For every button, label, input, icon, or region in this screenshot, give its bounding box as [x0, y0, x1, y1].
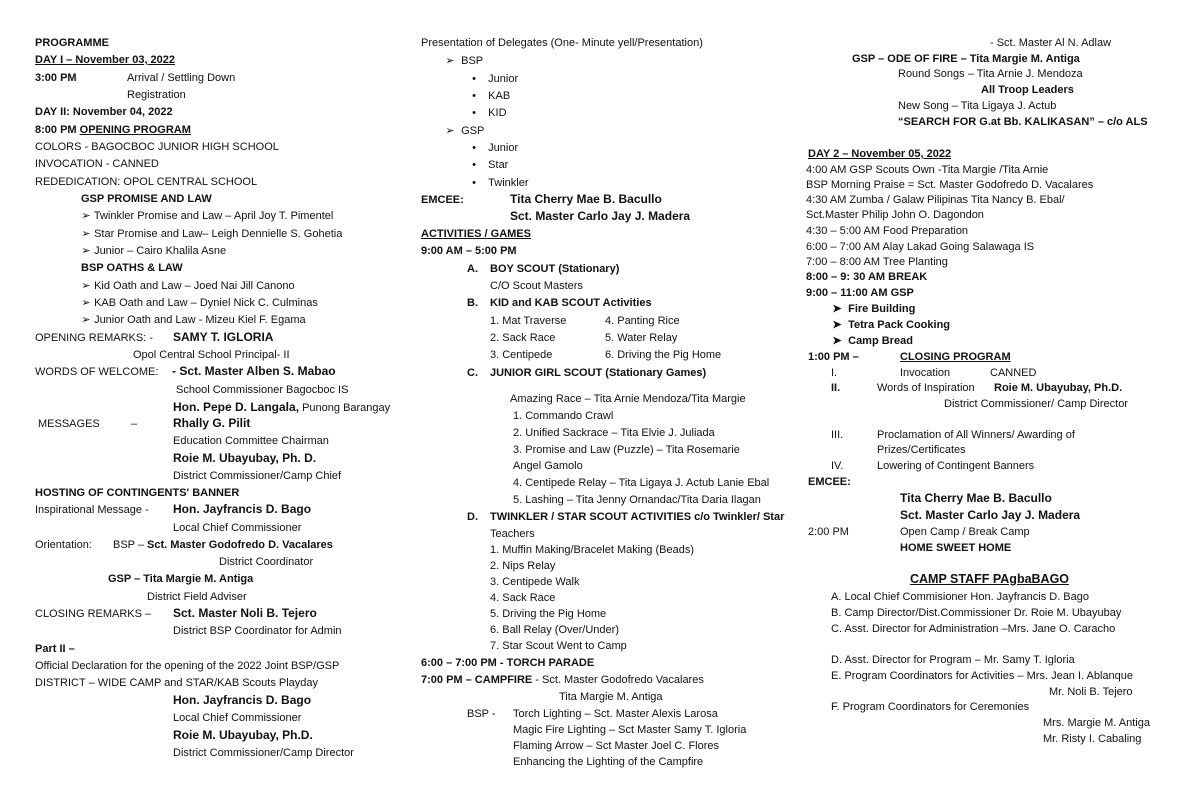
troop-leaders: All Troop Leaders — [981, 84, 1074, 96]
list-item: Torch Lighting – Sct. Master Alexis Larosa — [513, 708, 718, 720]
closing-item: Invocation — [900, 367, 951, 379]
list-item: ➢ Kid Oath and Law – Joed Nai Jill Canono — [81, 280, 295, 292]
list-item: Angel Gamolo — [513, 460, 583, 472]
closing-item-value: CANNED — [990, 367, 1037, 379]
list-item: 2. Sack Race — [490, 332, 556, 344]
emcee-label: EMCEE: — [808, 476, 851, 488]
welcome-title: School Commissioner Bagocboc IS — [176, 384, 349, 396]
dot-bullet-icon: • — [472, 177, 476, 189]
arrow-bullet-icon: ➢ — [81, 210, 91, 222]
messages-label: MESSAGES — [38, 418, 100, 430]
list-item: • Junior — [469, 141, 518, 155]
list-item: ➤ Fire Building — [832, 303, 916, 315]
search-kalikasan: “SEARCH FOR G.at Bb. KALIKASAN” – c/o ALS — [898, 116, 1148, 128]
section-title: KID and KAB SCOUT Activities — [490, 297, 652, 309]
section-title: TWINKLER / STAR SCOUT ACTIVITIES c/o Twinkler/ Star — [490, 511, 785, 523]
emcee-name: Sct. Master Carlo Jay J. Madera — [900, 508, 1081, 522]
activities-header: ACTIVITIES / GAMES — [421, 228, 532, 240]
gsp-promise-header: GSP PROMISE AND LAW — [81, 193, 212, 205]
list-item: 5. Driving the Pig Home — [490, 608, 607, 620]
orientation-label: Orientation: — [35, 539, 92, 551]
staff-item: E. Program Coordinators for Activities – Mrs. Jean I. Ablanque — [831, 670, 1134, 682]
dot-bullet-icon: • — [472, 90, 476, 102]
list-item: 1. Mat Traverse — [490, 315, 567, 327]
closing-time: 1:00 PM – — [808, 351, 859, 363]
orientation-bsp: BSP – Sct. Master Godofredo D. Vacalares — [113, 539, 333, 551]
gsp-time: 9:00 – 11:00 AM GSP — [806, 287, 914, 299]
dot-bullet-icon: • — [472, 142, 476, 154]
list-item: ➤ Camp Bread — [832, 335, 913, 347]
emcee-name: Sct. Master Carlo Jay J. Madera — [510, 209, 691, 223]
list-item: Magic Fire Lighting – Sct Master Samy T. Igloria — [513, 724, 747, 736]
orientation-bsp-title: District Coordinator — [219, 556, 314, 568]
closing-name: Sct. Master Noli B. Tejero — [173, 606, 317, 620]
arrow-bullet-icon: ➢ — [445, 55, 455, 67]
closing-program-header: CLOSING PROGRAM — [900, 351, 1011, 363]
section-letter: C. — [467, 367, 478, 379]
section-letter: D. — [467, 511, 478, 523]
inspirational-title: Local Chief Commissioner — [173, 522, 302, 534]
inspirational-name: Hon. Jayfrancis D. Bago — [173, 502, 312, 516]
arrow-bullet-icon: ➢ — [81, 314, 91, 326]
arrow-bullet-icon: ➢ — [81, 280, 91, 292]
bsp-label: BSP - — [467, 708, 496, 720]
welcome-label: WORDS OF WELCOME: — [35, 366, 159, 378]
arrow-bullet-icon: ➢ — [81, 245, 91, 257]
day1-item: Registration — [127, 89, 186, 101]
schedule-item: 6:00 – 7:00 AM Alay Lakad Going Salawaga IS — [806, 241, 1035, 253]
list-item: ➤ Tetra Pack Cooking — [832, 319, 951, 331]
break-line: 8:00 – 9: 30 AM BREAK — [806, 271, 928, 283]
section-title: JUNIOR GIRL SCOUT (Stationary Games) — [490, 367, 707, 379]
open-camp-time: 2:00 PM — [808, 526, 849, 538]
list-item: ➢ Star Promise and Law– Leigh Dennielle S. Gohetia — [81, 228, 343, 240]
day2-header: DAY II: November 04, 2022 — [35, 106, 173, 118]
arrow-bullet-icon: ➢ — [81, 228, 91, 240]
section-title: BOY SCOUT (Stationary) — [490, 263, 620, 275]
section-title-cont: Teachers — [490, 528, 535, 540]
ode-of-fire: GSP – ODE OF FIRE – Tita Margie M. Antiga — [852, 53, 1080, 65]
closing-item: Lowering of Contingent Banners — [877, 460, 1035, 472]
ubayubay-title: District Commissioner/Camp Chief — [173, 470, 342, 482]
list-item: 1. Commando Crawl — [513, 410, 614, 422]
pilit-title: Education Committee Chairman — [173, 435, 329, 447]
list-item: 3. Centipede — [490, 349, 553, 361]
presentation-line: Presentation of Delegates (One- Minute yell/Presentation) — [421, 37, 703, 49]
dot-bullet-icon: • — [472, 107, 476, 119]
schedule-item: Sct.Master Philip John O. Dagondon — [806, 209, 984, 221]
day1-time: 3:00 PM — [35, 72, 77, 84]
schedule-item: BSP Morning Praise = Sct. Master Godofredo D. Vacalares — [806, 179, 1094, 191]
round-songs: Round Songs – Tita Arnie J. Mendoza — [898, 68, 1083, 80]
list-item: 5. Lashing – Tita Jenny Ornandac/Tita Daria Ilagan — [513, 494, 761, 506]
declaration-line: Official Declaration for the opening of the 2022 Joint BSP/GSP — [35, 660, 340, 672]
section-letter: A. — [467, 263, 478, 275]
list-item: ➢ BSP — [445, 55, 484, 67]
hosting-header: HOSTING OF CONTINGENTS' BANNER — [35, 487, 240, 499]
roman-numeral: IV. — [831, 460, 844, 472]
bsp-oath-header: BSP OATHS & LAW — [81, 262, 183, 274]
declaration-name: Roie M. Ubayubay, Ph.D. — [173, 728, 313, 742]
schedule-item: 4:30 AM Zumba / Galaw Pilipinas Tita Nancy B. Ebal/ — [806, 194, 1065, 206]
dot-bullet-icon: • — [472, 73, 476, 85]
closing-label: CLOSING REMARKS – — [35, 608, 152, 620]
day1-header: DAY I – November 03, 2022 — [35, 54, 176, 66]
list-item: ➢ GSP — [445, 125, 485, 137]
staff-item: C. Asst. Director for Administration –Mrs. Jane O. Caracho — [831, 623, 1116, 635]
opening-program-line — [35, 123, 191, 137]
closing-item-title: District Commissioner/ Camp Director — [944, 398, 1128, 410]
staff-item: F. Program Coordinators for Ceremonies — [831, 701, 1030, 713]
schedule-item: 4:00 AM GSP Scouts Own -Tita Margie /Tita Arnie — [806, 164, 1049, 176]
list-item: 3. Centipede Walk — [490, 576, 580, 588]
invocation-line: INVOCATION - CANNED — [35, 158, 159, 170]
camp-staff-title: CAMP STAFF PAgbaBAGO — [910, 572, 1070, 586]
staff-item: B. Camp Director/Dist.Commissioner Dr. Roie M. Ubayubay — [831, 607, 1122, 619]
roman-numeral: II. — [831, 382, 841, 394]
campfire-line: 7:00 PM – CAMPFIRE - Sct. Master Godofredo Vacalares — [421, 674, 704, 686]
opening-remarks-title: Opol Central School Principal- II — [133, 349, 290, 361]
list-item: 2. Nips Relay — [490, 560, 556, 572]
arrow-bullet-icon: ➢ — [445, 125, 455, 137]
closing-item: Proclamation of All Winners/ Awarding of — [877, 429, 1075, 441]
welcome-name: - Sct. Master Alben S. Mabao — [172, 364, 336, 378]
list-item: ➢ Twinkler Promise and Law – April Joy T. Pimentel — [81, 210, 334, 222]
list-item: 4. Centipede Relay – Tita Ligaya J. Actub Lanie Ebal — [513, 477, 770, 489]
schedule-item: 4:30 – 5:00 AM Food Preparation — [806, 225, 969, 237]
declaration-title: Local Chief Commissioner — [173, 712, 302, 724]
list-item: 6. Driving the Pig Home — [605, 349, 722, 361]
part2-header: Part II – — [35, 643, 75, 655]
inspirational-label: Inspirational Message - — [35, 504, 149, 516]
list-item: • KAB — [469, 89, 510, 103]
declaration-line: DISTRICT – WIDE CAMP and STAR/KAB Scouts Playday — [35, 677, 319, 689]
list-item: Enhancing the Lighting of the Campfire — [513, 756, 704, 768]
orientation-gsp-title: District Field Adviser — [147, 591, 247, 603]
closing-title: District BSP Coordinator for Admin — [173, 625, 342, 637]
arrow-bullet-icon: ➢ — [81, 297, 91, 309]
list-item: ➢ KAB Oath and Law – Dyniel Nick C. Culminas — [81, 297, 318, 309]
list-item: • KID — [469, 106, 507, 120]
list-item: • Twinkler — [469, 176, 529, 190]
emcee-name: Tita Cherry Mae B. Bacullo — [900, 491, 1052, 505]
section-letter: B. — [467, 297, 478, 309]
list-item: ➢ Junior Oath and Law - Mizeu Kiel F. Egama — [81, 314, 306, 326]
list-item: 4. Sack Race — [490, 592, 556, 604]
declaration-name: Hon. Jayfrancis D. Bago — [173, 693, 312, 707]
rededication-line: REDEDICATION: OPOL CENTRAL SCHOOL — [35, 176, 258, 188]
open-camp-text: Open Camp / Break Camp — [900, 526, 1030, 538]
staff-item: A. Local Chief Commisioner Hon. Jayfrancis D. Bago — [831, 591, 1089, 603]
amazing-race: Amazing Race – Tita Arnie Mendoza/Tita Margie — [510, 393, 746, 405]
list-item: 3. Promise and Law (Puzzle) – Tita Rosemarie — [513, 444, 740, 456]
list-item: ➢ Junior – Cairo Khalila Asne — [81, 245, 227, 257]
messages-dash: – — [131, 418, 138, 430]
home-sweet-home: HOME SWEET HOME — [900, 542, 1012, 554]
list-item: 4. Panting Rice — [605, 315, 680, 327]
list-item: 5. Water Relay — [605, 332, 678, 344]
staff-item-name: Mr. Risty I. Cabaling — [1043, 733, 1142, 745]
arrow-bullet-icon: ➤ — [832, 303, 842, 315]
list-item: 6. Ball Relay (Over/Under) — [490, 624, 619, 636]
dot-bullet-icon: • — [472, 159, 476, 171]
orientation-gsp: GSP – Tita Margie M. Antiga — [108, 573, 254, 585]
declaration-title: District Commissioner/Camp Director — [173, 747, 354, 759]
list-item: • Star — [469, 158, 508, 172]
colors-line: COLORS - BAGOCBOC JUNIOR HIGH SCHOOL — [35, 141, 279, 153]
day2-header: DAY 2 – November 05, 2022 — [808, 148, 952, 160]
new-song: New Song – Tita Ligaya J. Actub — [898, 100, 1057, 112]
torch-parade: 6:00 – 7:00 PM - TORCH PARADE — [421, 657, 595, 669]
schedule-item: 7:00 – 8:00 AM Tree Planting — [806, 256, 948, 268]
list-item: 1. Muffin Making/Bracelet Making (Beads) — [490, 544, 694, 556]
staff-item-name: Mr. Noli B. Tejero — [1049, 686, 1133, 698]
opening-time: 8:00 PM — [35, 124, 77, 136]
arrow-bullet-icon: ➤ — [832, 319, 842, 331]
list-item: • Junior — [469, 72, 518, 86]
closing-item: Prizes/Certificates — [877, 444, 966, 456]
emcee-name: Tita Cherry Mae B. Bacullo — [510, 192, 662, 206]
section-sub: C/O Scout Masters — [490, 280, 583, 292]
programme-title: PROGRAMME — [35, 37, 109, 49]
staff-item-name: Mrs. Margie M. Antiga — [1043, 717, 1150, 729]
opening-remarks-label: OPENING REMARKS: - — [35, 332, 153, 344]
closing-item: Words of Inspiration — [877, 382, 975, 394]
day1-item: Arrival / Settling Down — [127, 72, 236, 84]
staff-item: D. Asst. Director for Program – Mr. Samy T. Igloria — [831, 654, 1075, 666]
ubayubay-name: Roie M. Ubayubay, Ph. D. — [173, 451, 317, 465]
list-item: 7. Star Scout Went to Camp — [490, 640, 627, 652]
activities-time: 9:00 AM – 5:00 PM — [421, 245, 517, 257]
opening-program-label: OPENING PROGRAM — [79, 124, 191, 136]
list-item: 2. Unified Sackrace – Tita Elvie J. Juliada — [513, 427, 715, 439]
campfire-sub: Tita Margie M. Antiga — [559, 691, 663, 703]
closing-item-name: Roie M. Ubayubay, Ph.D. — [994, 382, 1123, 394]
adlaw-line: - Sct. Master Al N. Adlaw — [990, 37, 1112, 49]
arrow-bullet-icon: ➤ — [832, 335, 842, 347]
emcee-label: EMCEE: — [421, 194, 464, 206]
langala-line: Hon. Pepe D. Langala, Punong Barangay — [173, 400, 391, 414]
pilit-name: Rhally G. Pilit — [173, 416, 251, 430]
opening-remarks-name: SAMY T. IGLORIA — [173, 330, 274, 344]
roman-numeral: I. — [831, 367, 838, 379]
list-item: Flaming Arrow – Sct Master Joel C. Flores — [513, 740, 720, 752]
roman-numeral: III. — [831, 429, 844, 441]
